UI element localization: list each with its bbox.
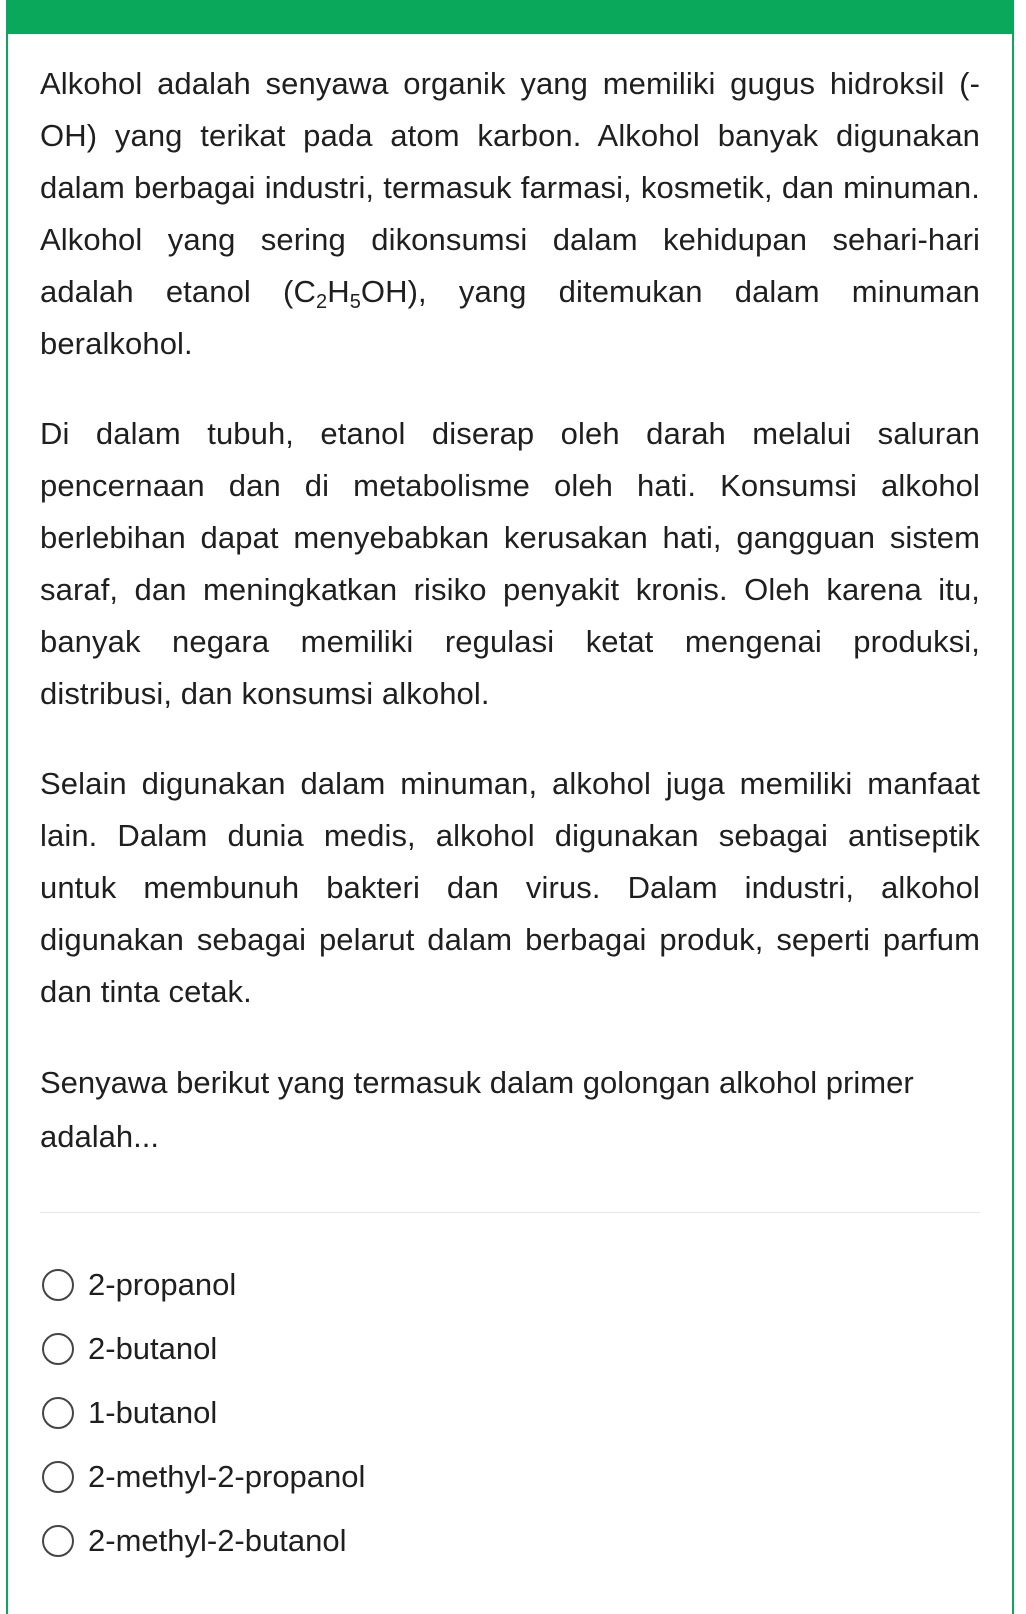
paragraph-1-text-c: OH), yang ditemukan dalam minuman beralkohol. bbox=[40, 274, 980, 361]
passage-paragraph-1 bbox=[40, 58, 980, 370]
subscript-5: 5 bbox=[349, 291, 361, 313]
option-label: 2-methyl-2-propanol bbox=[88, 1459, 366, 1494]
subscript-2: 2 bbox=[315, 291, 328, 313]
quiz-content bbox=[8, 34, 1012, 1573]
answer-option[interactable] bbox=[40, 1317, 980, 1381]
passage-paragraph-2: Di dalam tubuh, etanol diserap oleh darah melalui saluran pencernaan dan di metabolisme oleh hati. Konsumsi alkohol berlebihan dapat menyebabkan kerusakan hati, gangguan sistem saraf, dan meningkatkan risiko penyakit kronis. Oleh karena itu, banyak negara memiliki regulasi ketat mengenai produksi, distribusi, dan konsumsi alkohol. bbox=[40, 416, 980, 711]
option-label: 1-butanol bbox=[88, 1395, 218, 1430]
paragraph-1-text-b: H bbox=[327, 274, 350, 309]
radio-button[interactable] bbox=[42, 1525, 74, 1557]
question-text: Senyawa berikut yang termasuk dalam golongan alkohol primer adalah... bbox=[40, 1065, 914, 1154]
quiz-card bbox=[6, 0, 1014, 1614]
passage-paragraph-3: Selain digunakan dalam minuman, alkohol juga memiliki manfaat lain. Dalam dunia medis, alkohol digunakan sebagai antiseptik untuk membunuh bakteri dan virus. Dalam industri, alkohol digunakan sebagai pelarut dalam berbagai produk, seperti parfum dan tinta cetak. bbox=[40, 766, 980, 1009]
answer-options bbox=[40, 1253, 980, 1573]
option-label: 2-propanol bbox=[88, 1267, 237, 1302]
radio-button[interactable] bbox=[42, 1397, 74, 1429]
answer-option[interactable] bbox=[40, 1381, 980, 1445]
divider bbox=[40, 1212, 980, 1213]
reading-passage bbox=[40, 58, 980, 1018]
radio-button[interactable] bbox=[42, 1269, 74, 1301]
paragraph-1-text-a: Alkohol adalah senyawa organik yang memiliki gugus hidroksil (-OH) yang terikat pada atom karbon. Alkohol banyak digunakan dalam berbagai industri, termasuk farmasi, kosmetik, dan minuman. Alkohol yang sering dikonsumsi dalam kehidupan sehari-hari adalah etanol (C bbox=[40, 66, 980, 309]
answer-option[interactable] bbox=[40, 1509, 980, 1573]
option-label: 2-butanol bbox=[88, 1331, 218, 1366]
top-accent-bar bbox=[8, 0, 1012, 34]
radio-button[interactable] bbox=[42, 1333, 74, 1365]
option-label: 2-methyl-2-butanol bbox=[88, 1523, 347, 1558]
answer-option[interactable] bbox=[40, 1253, 980, 1317]
answer-option[interactable] bbox=[40, 1445, 980, 1509]
radio-button[interactable] bbox=[42, 1461, 74, 1493]
